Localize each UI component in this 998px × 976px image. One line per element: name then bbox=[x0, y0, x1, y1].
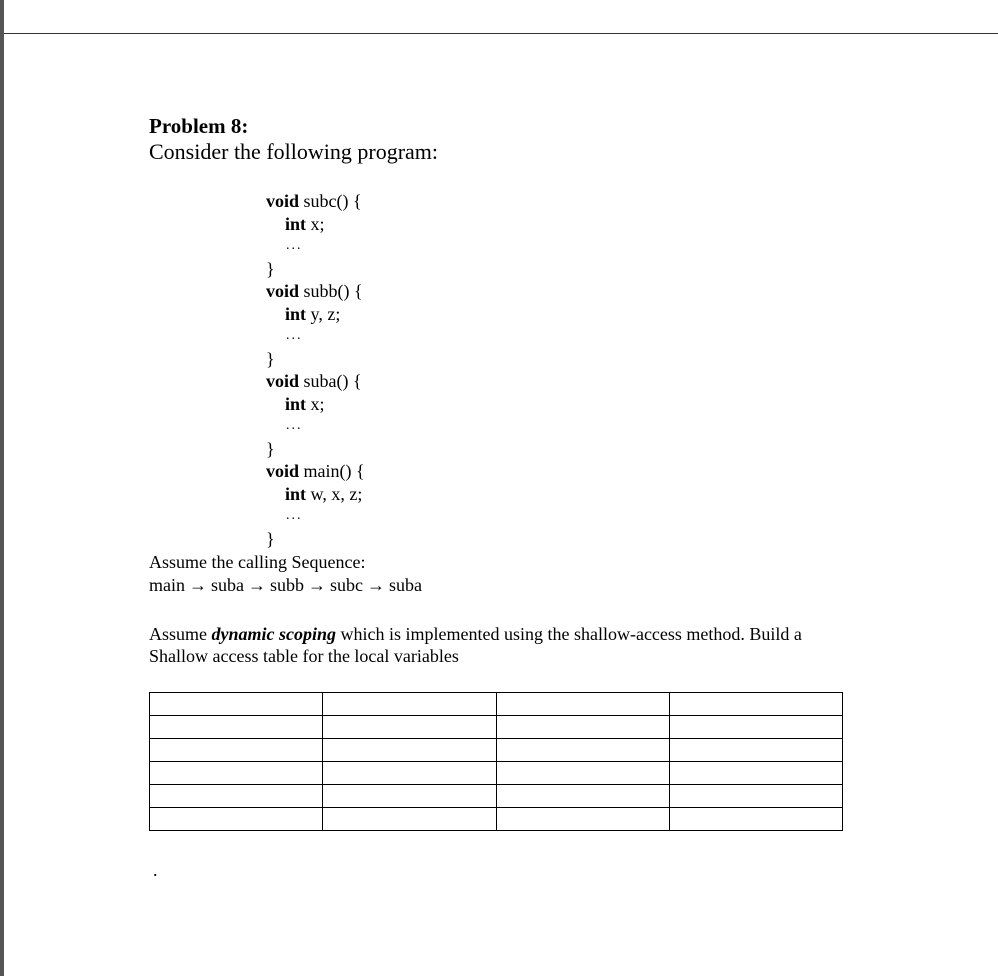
code-text: y, z; bbox=[306, 303, 341, 324]
code-line bbox=[266, 460, 365, 483]
code-text: ... bbox=[286, 328, 303, 343]
code-text: main() { bbox=[299, 461, 365, 481]
shallow-access-table bbox=[149, 692, 843, 831]
code-line bbox=[266, 370, 365, 393]
problem-intro: Consider the following program: bbox=[149, 139, 439, 164]
table-cell[interactable] bbox=[669, 716, 842, 739]
sequence-item: suba bbox=[211, 575, 244, 595]
code-block bbox=[266, 190, 365, 550]
table-cell[interactable] bbox=[150, 762, 323, 785]
table-row bbox=[150, 693, 843, 716]
instructions-emphasis: dynamic scoping bbox=[211, 624, 336, 644]
table-cell[interactable] bbox=[323, 693, 496, 716]
sequence-item: subb bbox=[270, 575, 305, 595]
table-row bbox=[150, 785, 843, 808]
table-cell[interactable] bbox=[150, 785, 323, 808]
code-line bbox=[266, 303, 365, 326]
trailing-mark: . bbox=[153, 860, 158, 880]
table-row bbox=[150, 762, 843, 785]
table-cell[interactable] bbox=[150, 693, 323, 716]
table-cell[interactable] bbox=[323, 762, 496, 785]
code-text: } bbox=[266, 258, 275, 279]
table-cell[interactable] bbox=[150, 716, 323, 739]
sequence-item: main bbox=[149, 575, 185, 595]
table-cell[interactable] bbox=[496, 739, 669, 762]
instructions-after: which is implemented using the shallow-access method. Build a Shallow access table for the local variables bbox=[149, 624, 802, 666]
arrow-icon: → bbox=[367, 575, 386, 595]
code-line bbox=[266, 348, 365, 371]
table-cell[interactable] bbox=[496, 808, 669, 831]
table-cell[interactable] bbox=[323, 716, 496, 739]
code-keyword: int bbox=[285, 303, 307, 324]
table-cell[interactable] bbox=[150, 808, 323, 831]
code-keyword: void bbox=[266, 281, 300, 301]
code-keyword: int bbox=[285, 393, 307, 414]
code-text: subb() { bbox=[299, 281, 363, 301]
table-cell[interactable] bbox=[496, 762, 669, 785]
code-keyword: void bbox=[266, 191, 300, 211]
code-line bbox=[266, 528, 365, 551]
code-text: } bbox=[266, 348, 275, 369]
code-text: w, x, z; bbox=[306, 483, 363, 504]
code-text: } bbox=[266, 528, 275, 549]
code-line bbox=[266, 483, 365, 506]
instructions-paragraph bbox=[149, 623, 864, 667]
instructions-before: Assume bbox=[149, 624, 212, 644]
code-line bbox=[266, 258, 365, 281]
code-line bbox=[266, 235, 365, 258]
table-row bbox=[150, 739, 843, 762]
sequence-item: subc bbox=[330, 575, 364, 595]
table-row bbox=[150, 808, 843, 831]
arrow-icon: → bbox=[248, 575, 266, 595]
code-line bbox=[266, 190, 365, 213]
code-keyword: void bbox=[266, 371, 300, 391]
code-line bbox=[266, 415, 365, 438]
sequence-item: suba bbox=[389, 575, 423, 595]
code-text: x; bbox=[306, 393, 325, 414]
window-left-border bbox=[0, 0, 4, 976]
table-cell[interactable] bbox=[323, 739, 496, 762]
code-keyword: void bbox=[266, 461, 300, 481]
calling-sequence-title: Assume the calling Sequence: bbox=[149, 552, 366, 572]
table-cell[interactable] bbox=[669, 808, 842, 831]
table-cell[interactable] bbox=[669, 762, 842, 785]
table-cell[interactable] bbox=[669, 739, 842, 762]
code-line bbox=[266, 280, 365, 303]
problem-title: Problem 8: bbox=[149, 114, 249, 138]
table-cell[interactable] bbox=[323, 808, 496, 831]
table-cell[interactable] bbox=[496, 716, 669, 739]
table-cell[interactable] bbox=[323, 785, 496, 808]
table-cell[interactable] bbox=[496, 693, 669, 716]
code-text: suba() { bbox=[299, 371, 362, 391]
table-cell[interactable] bbox=[150, 739, 323, 762]
arrow-icon: → bbox=[189, 575, 207, 595]
code-line bbox=[266, 213, 365, 236]
page-top-rule bbox=[4, 33, 998, 34]
code-line bbox=[266, 438, 365, 461]
code-text: ... bbox=[286, 238, 303, 253]
code-line bbox=[266, 393, 365, 416]
table-row bbox=[150, 716, 843, 739]
code-text: } bbox=[266, 438, 275, 459]
code-text: subc() { bbox=[299, 191, 362, 211]
table-cell[interactable] bbox=[669, 693, 842, 716]
arrow-icon: → bbox=[308, 575, 327, 595]
code-text: ... bbox=[286, 418, 303, 433]
code-keyword: int bbox=[285, 483, 307, 504]
code-text: ... bbox=[286, 508, 303, 523]
table-cell[interactable] bbox=[496, 785, 669, 808]
code-text: x; bbox=[306, 213, 325, 234]
code-keyword: int bbox=[285, 213, 307, 234]
code-line bbox=[266, 505, 365, 528]
calling-sequence bbox=[149, 575, 422, 596]
table-cell[interactable] bbox=[669, 785, 842, 808]
code-line bbox=[266, 325, 365, 348]
